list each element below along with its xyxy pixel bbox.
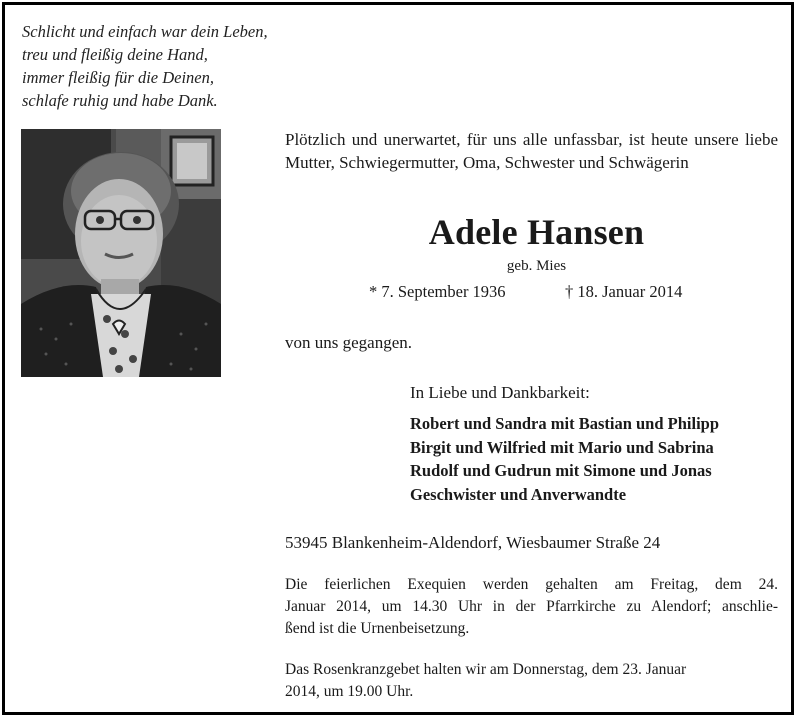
rosary-line: Das Rosenkranzgebet halten wir am Donnerstag, dem 23. Januar (285, 661, 687, 678)
intro-text: Plötzlich und unerwartet, für uns alle unfassbar, ist heute unsere liebe Mutter, Schwiegermutter, Oma, Schwester und Schwägerin (285, 130, 778, 172)
poem-line: schlafe ruhig und habe Dank. (22, 91, 218, 110)
poem-line: immer fleißig für die Deinen, (22, 68, 215, 87)
death-date: † 18. Januar 2014 (565, 282, 683, 301)
deceased-name: Adele Hansen (428, 212, 645, 252)
passed-text: von uns gegangen. (285, 333, 413, 352)
poem-line: Schlicht und einfach war dein Leben, (22, 22, 268, 41)
mourner-line: Birgit und Wilfried mit Mario und Sabrina (410, 437, 714, 457)
mourner-line: Rudolf und Gudrun mit Simone und Jonas (410, 461, 712, 480)
portrait-photo (21, 129, 221, 377)
service-line: ßend ist die Urnenbeisetzung. (285, 620, 470, 637)
poem (22, 20, 268, 112)
service-line: Januar 2014, um 14.30 Uhr in der Pfarrkirche zu Alendorf; anschlie- (285, 598, 778, 615)
obituary-frame (2, 2, 794, 715)
birth-date: * 7. September 1936 (369, 282, 506, 301)
mourner-line: Geschwister und Anverwandte (410, 484, 627, 504)
rosary-line: 2014, um 19.00 Uhr. (285, 683, 414, 700)
family-address: 53945 Blankenheim-Aldendorf, Wiesbaumer Straße 24 (285, 533, 661, 552)
service-line: Die feierlichen Exequien werden gehalten am Freitag, dem 24. (285, 576, 778, 593)
rosary-prayer-text (285, 659, 785, 703)
mourners-list (410, 412, 719, 506)
funeral-service-text (285, 574, 778, 640)
mourners-heading: In Liebe und Dankbarkeit: (410, 383, 590, 402)
birth-name: geb. Mies (506, 258, 567, 274)
poem-line: treu und fleißig deine Hand, (22, 45, 208, 64)
mourner-line: Robert und Sandra mit Bastian und Philipp (410, 414, 720, 433)
